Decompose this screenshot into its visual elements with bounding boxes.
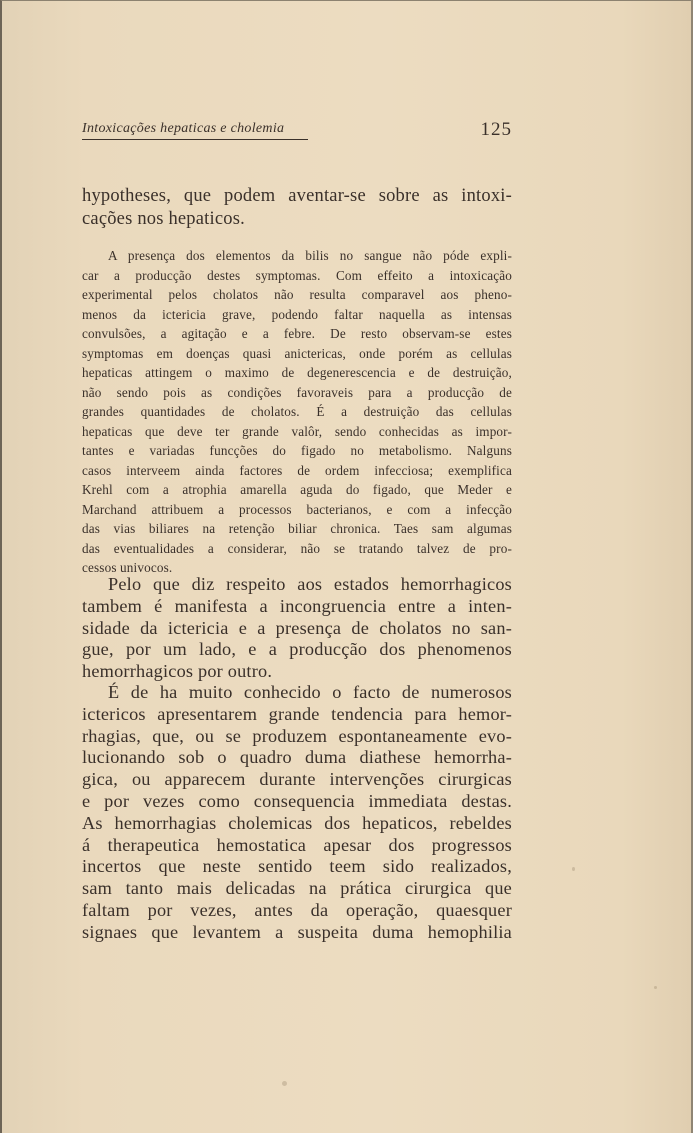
text-line: Krehl com a atrophia amarella aguda do figado, que Meder e	[82, 482, 512, 497]
text-line: á therapeutica hemostatica apesar dos progressos	[82, 834, 512, 855]
text-line: rhagias, que, ou se produzem espontaneamente evo-	[82, 725, 512, 746]
text-line: hypotheses, que podem aventar-se sobre as intoxi-	[82, 186, 512, 206]
text-line: lucionando sob o quadro duma diathese hemorrha-	[82, 747, 512, 768]
text-line: hemorrhagicos por outro.	[82, 661, 273, 682]
paper-speck	[282, 1081, 287, 1086]
paper-speck	[654, 986, 657, 989]
text-line: ictericos apresentarem grande tendencia para hemor-	[82, 703, 512, 724]
text-line: symptomas em doenças quasi anictericas, onde porém as cellulas	[82, 345, 512, 361]
text-line: gica, ou apparecem durante intervenções cirurgicas	[82, 769, 512, 790]
page-number: 125	[480, 119, 512, 140]
text-line: sidade da ictericia e a presença de cholatos no san-	[82, 617, 512, 638]
text-line: gue, por um lado, e a producção dos phenomenos	[82, 639, 512, 660]
text-line: e por vezes como consequencia immediata destas.	[82, 790, 512, 811]
small-print-paragraph	[82, 246, 512, 578]
text-line: car a producção destes symptomas. Com effeito a intoxicação	[82, 267, 512, 283]
text-line: cações nos hepaticos.	[82, 209, 245, 229]
text-line: das eventualidades a considerar, não se tratando talvez de pro-	[82, 540, 512, 556]
text-line: não sendo pois as condições favoraveis para a producção de	[82, 384, 512, 400]
text-line: sam tanto mais delicadas na prática cirurgica que	[82, 878, 512, 899]
body-paragraph	[82, 574, 512, 683]
text-line: tambem é manifesta a incongruencia entre a inten-	[82, 595, 512, 616]
text-line: menos da ictericia grave, podendo faltar naquella as intensas	[82, 306, 512, 322]
text-line: convulsões, a agitação e a febre. De resto observam-se estes	[82, 326, 512, 341]
text-line: das vias biliares na retenção biliar chronica. Taes sam algumas	[82, 521, 512, 536]
paragraph-continuation	[82, 185, 512, 231]
page-header	[82, 119, 512, 149]
text-line: Pelo que diz respeito aos estados hemorrhagicos	[108, 574, 512, 594]
body-paragraph	[82, 682, 512, 944]
text-line: hepaticas attingem o maximo de degenerescencia e de destruição,	[82, 365, 512, 380]
text-line: É de ha muito conhecido o facto de numerosos	[108, 682, 512, 702]
text-line: As hemorrhagias cholemicas dos hepaticos, rebeldes	[82, 812, 512, 833]
text-line: grandes quantidades de cholatos. É a destruição das cellulas	[82, 404, 512, 419]
paper-speck	[572, 867, 575, 871]
text-line: tantes e variadas funcções do figado no metabolismo. Nalguns	[82, 443, 512, 458]
text-line: hepaticas que deve ter grande valôr, sendo conhecidas as impor-	[82, 423, 512, 439]
text-line: Marchand attribuem a processos bacterianos, e com a infecção	[82, 501, 512, 517]
text-line: experimental pelos cholatos não resulta comparavel aos pheno-	[82, 287, 512, 302]
text-line: casos interveem ainda factores de ordem infecciosa; exemplifica	[82, 462, 512, 478]
text-line: incertos que neste sentido teem sido realizados,	[82, 856, 512, 877]
text-line: signaes que levantem a suspeita duma hemophilia	[82, 921, 512, 942]
running-title: Intoxicações hepaticas e cholemia	[82, 121, 308, 140]
text-line: faltam por vezes, antes da operação, quaesquer	[82, 899, 512, 920]
text-line: A presença dos elementos da bilis no sangue não póde expli-	[108, 248, 512, 263]
text-line: cessos univocos.	[82, 560, 173, 575]
